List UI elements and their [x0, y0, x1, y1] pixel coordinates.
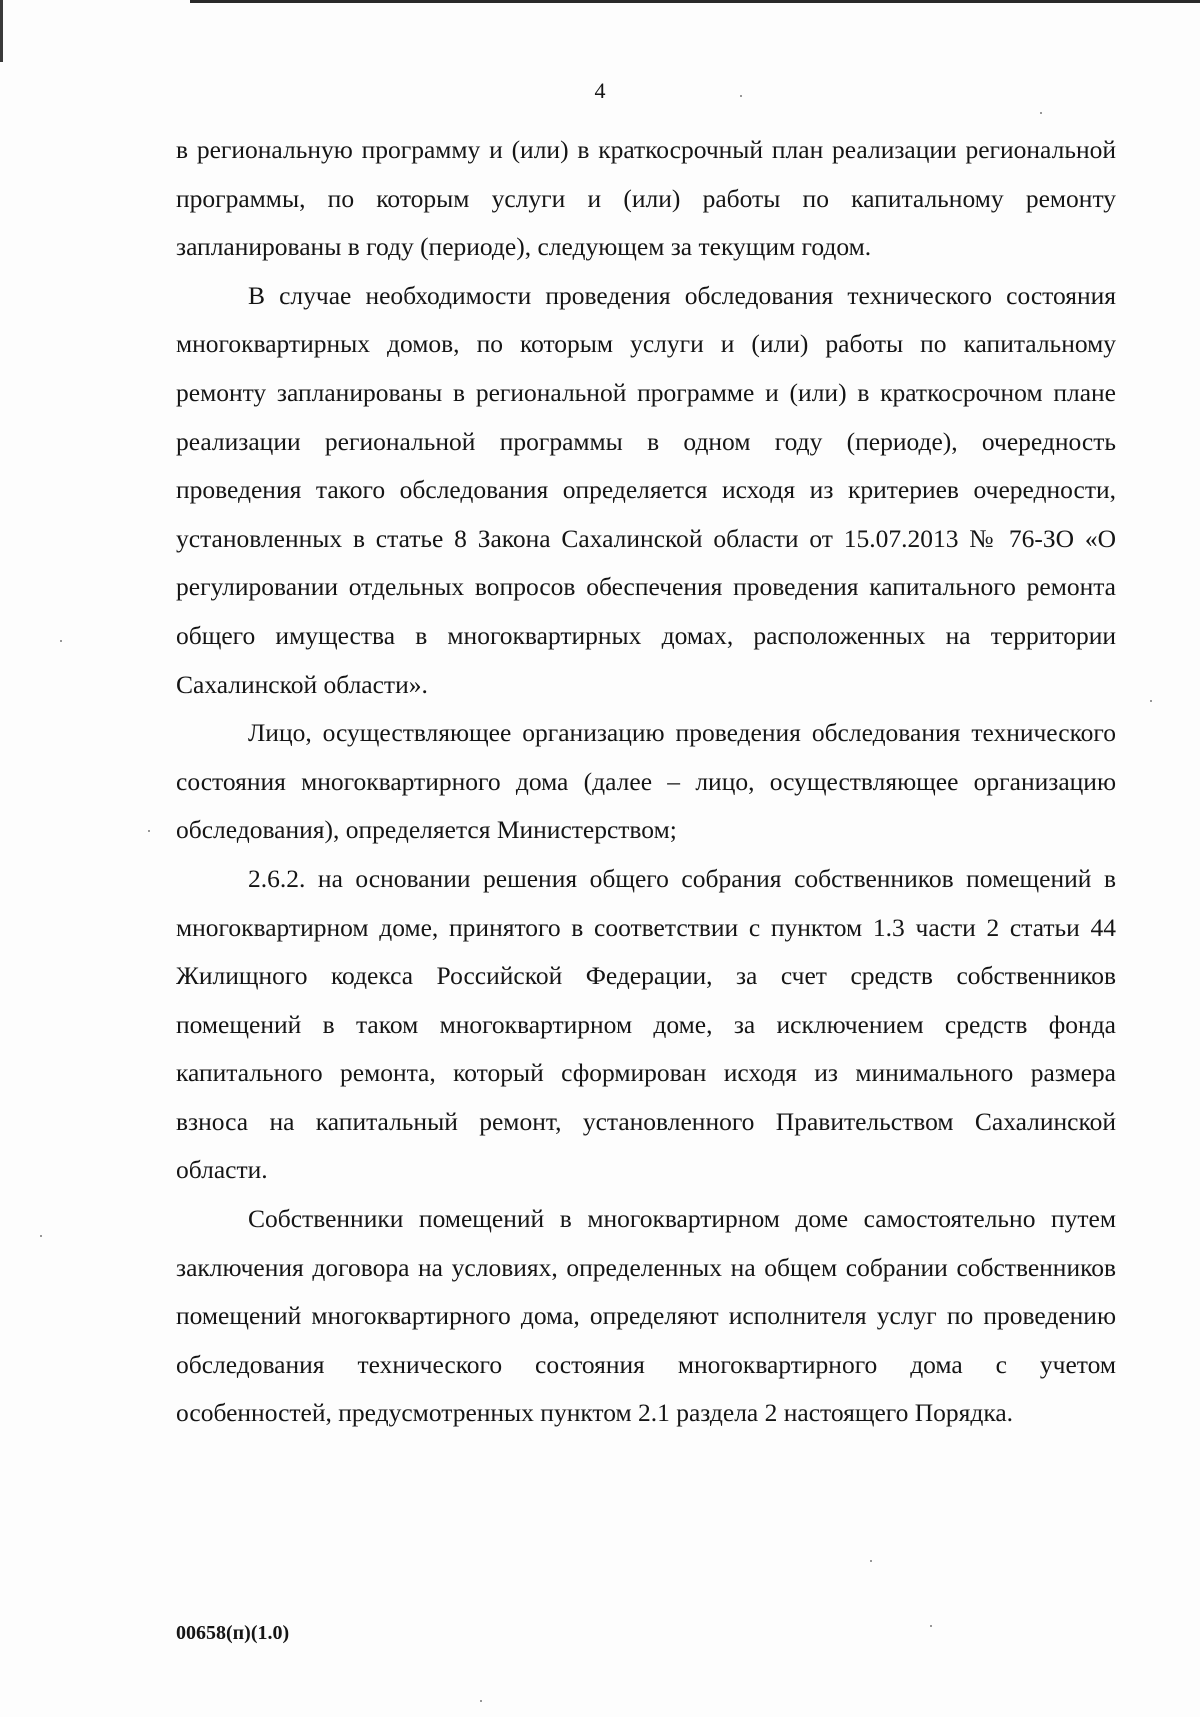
paragraph-inspection-order: В случае необходимости проведения обследования технического состояния многоквартирных домов, по которым услуги и (или) работы по капитальному ремонту запланированы в региональной программе и (или) в краткосрочном плане реализации региональной программы в одном году (периоде), очередность проведения такого обследования определяется исходя из критериев очередности, установленных в статье 8 Закона Сахалинской области от 15.07.2013 № 76-ЗО «О регулировании отдельных вопросов обеспечения проведения капитального ремонта общего имущества в многоквартирных домах, расположенных на территории Сахалинской области».: [176, 280, 1116, 699]
scan-speck: [40, 1235, 42, 1237]
scan-speck: [870, 1560, 872, 1562]
paragraph-continuation: в региональную программу и (или) в краткосрочный план реализации региональной программы, по которым услуги и (или) работы по капитальному ремонту запланированы в году (периоде), следующем за текущим годом.: [176, 135, 1116, 262]
page-number: 4: [594, 78, 606, 103]
scan-edge-left: [0, 0, 3, 62]
scan-speck: [148, 830, 150, 832]
scan-speck: [1150, 700, 1152, 702]
paragraph-owners-contract: Собственники помещений в многоквартирном доме самостоятельно путем заключения договора на условиях, определенных на общем собрании собственников помещений многоквартирного дома, определяют исполнителя услуг по проведению обследования технического состояния многоквартирного дома с учетом особенностей, предусмотренных пунктом 2.1 раздела 2 настоящего Порядка.: [176, 1204, 1116, 1428]
scan-speck: [1040, 112, 1042, 114]
document-body: [176, 126, 1116, 1438]
scan-speck: [60, 640, 62, 642]
document-code: 00658(п)(1.0): [176, 1622, 290, 1644]
scan-speck: [480, 1700, 482, 1702]
scan-speck: [740, 95, 742, 97]
scan-speck: [930, 1625, 932, 1627]
paragraph-clause-2-6-2: 2.6.2. на основании решения общего собрания собственников помещений в многоквартирном доме, принятого в соответствии с пунктом 1.3 части 2 статьи 44 Жилищного кодекса Российской Федерации, за счет средств собственников помещений в таком многоквартирном доме, за исключением средств фонда капитального ремонта, который сформирован исходя из минимального размера взноса на капитальный ремонт, установленного Правительством Сахалинской области.: [176, 863, 1116, 1185]
paragraph-responsible-person: Лицо, осуществляющее организацию проведения обследования технического состояния многоквартирного дома (далее – лицо, осуществляющее организацию обследования), определяется Министерством;: [176, 718, 1116, 845]
scan-edge-top: [190, 0, 1200, 3]
